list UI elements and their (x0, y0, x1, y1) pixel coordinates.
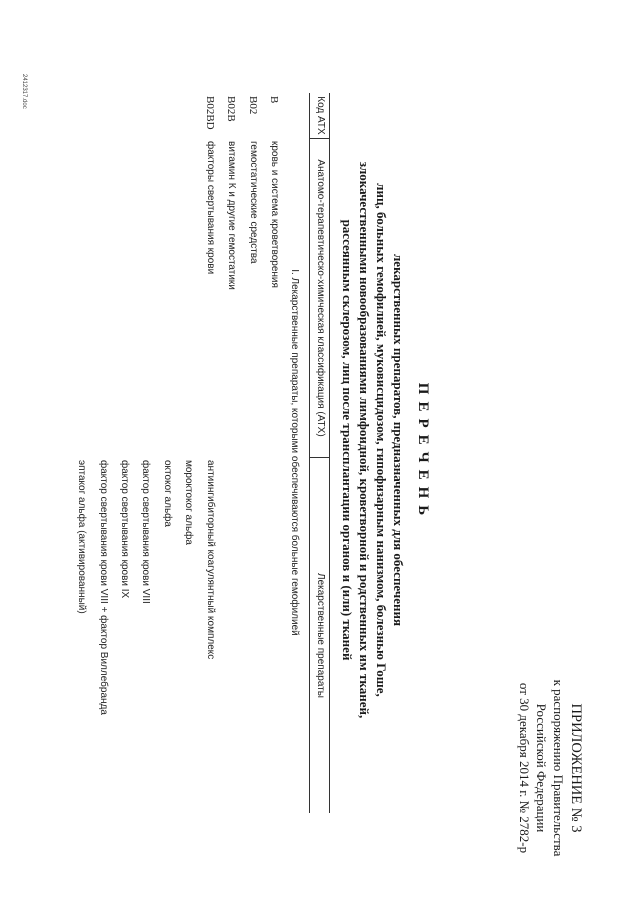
appendix-line-1: к распоряжению Правительства (551, 679, 566, 857)
drug-item: фактор свертывания крови VIII (140, 460, 151, 604)
atc-code: B (268, 96, 280, 104)
atc-description: факторы свертывания крови (205, 141, 216, 275)
subtitle-line-1: лекарственных препаратов, предназначенных для обеспечения (391, 254, 406, 626)
atc-description: гемостатические средства (248, 141, 259, 264)
subtitle-line-2: лиц, больных гемофилией, муковисцидозом, гипофизарным нанизмом, болезнью Гоше, (374, 183, 389, 697)
drug-item: октоког альфа (162, 460, 173, 527)
table-top-rule (329, 93, 330, 813)
header-code: Код АТХ (315, 96, 326, 135)
drug-item: мороктоког альфа (183, 460, 194, 545)
document-title: ПЕРЕЧЕНЬ (415, 382, 431, 523)
section-heading: I. Лекарственные препараты, которыми обеспечиваются больные гемофилией (289, 269, 300, 636)
appendix-title: ПРИЛОЖЕНИЕ № 3 (568, 703, 584, 833)
atc-code: B02B (225, 96, 237, 122)
table-header-rule (309, 93, 310, 813)
subtitle-line-3: злокачественными новообразованиями лимфоидной, кроветворной и родственных им тканей, (357, 161, 372, 719)
atc-description: витамин К и другие гемостатики (226, 141, 237, 290)
subtitle-line-4: рассеянным склерозом, лиц после трансплантации органов и (или) тканей (340, 219, 355, 661)
drug-item: фактор свертывания крови VIII + фактор Виллебранда (98, 460, 109, 715)
drug-item: эптаког альфа (активированный) (76, 460, 87, 614)
header-classification: Анатомо-терапевтическо-химическая классификация (АТХ) (315, 159, 326, 437)
document-subtitle (339, 110, 407, 770)
drug-item: антиингибиторный коагулянтный комплекс (205, 460, 216, 660)
atc-description: кровь и система кроветворения (269, 141, 280, 288)
appendix-line-2: Российской Федерации (534, 703, 549, 833)
drug-item: фактор свертывания крови IX (119, 460, 130, 599)
header-drugs: Лекарственные препараты (315, 573, 326, 698)
atc-code: B02 (247, 96, 259, 115)
file-name-footer: 2412317.doc (21, 74, 27, 109)
appendix-line-3: от 30 декабря 2014 г. № 2782-р (517, 682, 532, 854)
appendix-block (516, 650, 584, 886)
atc-code: B02BD (204, 96, 216, 130)
